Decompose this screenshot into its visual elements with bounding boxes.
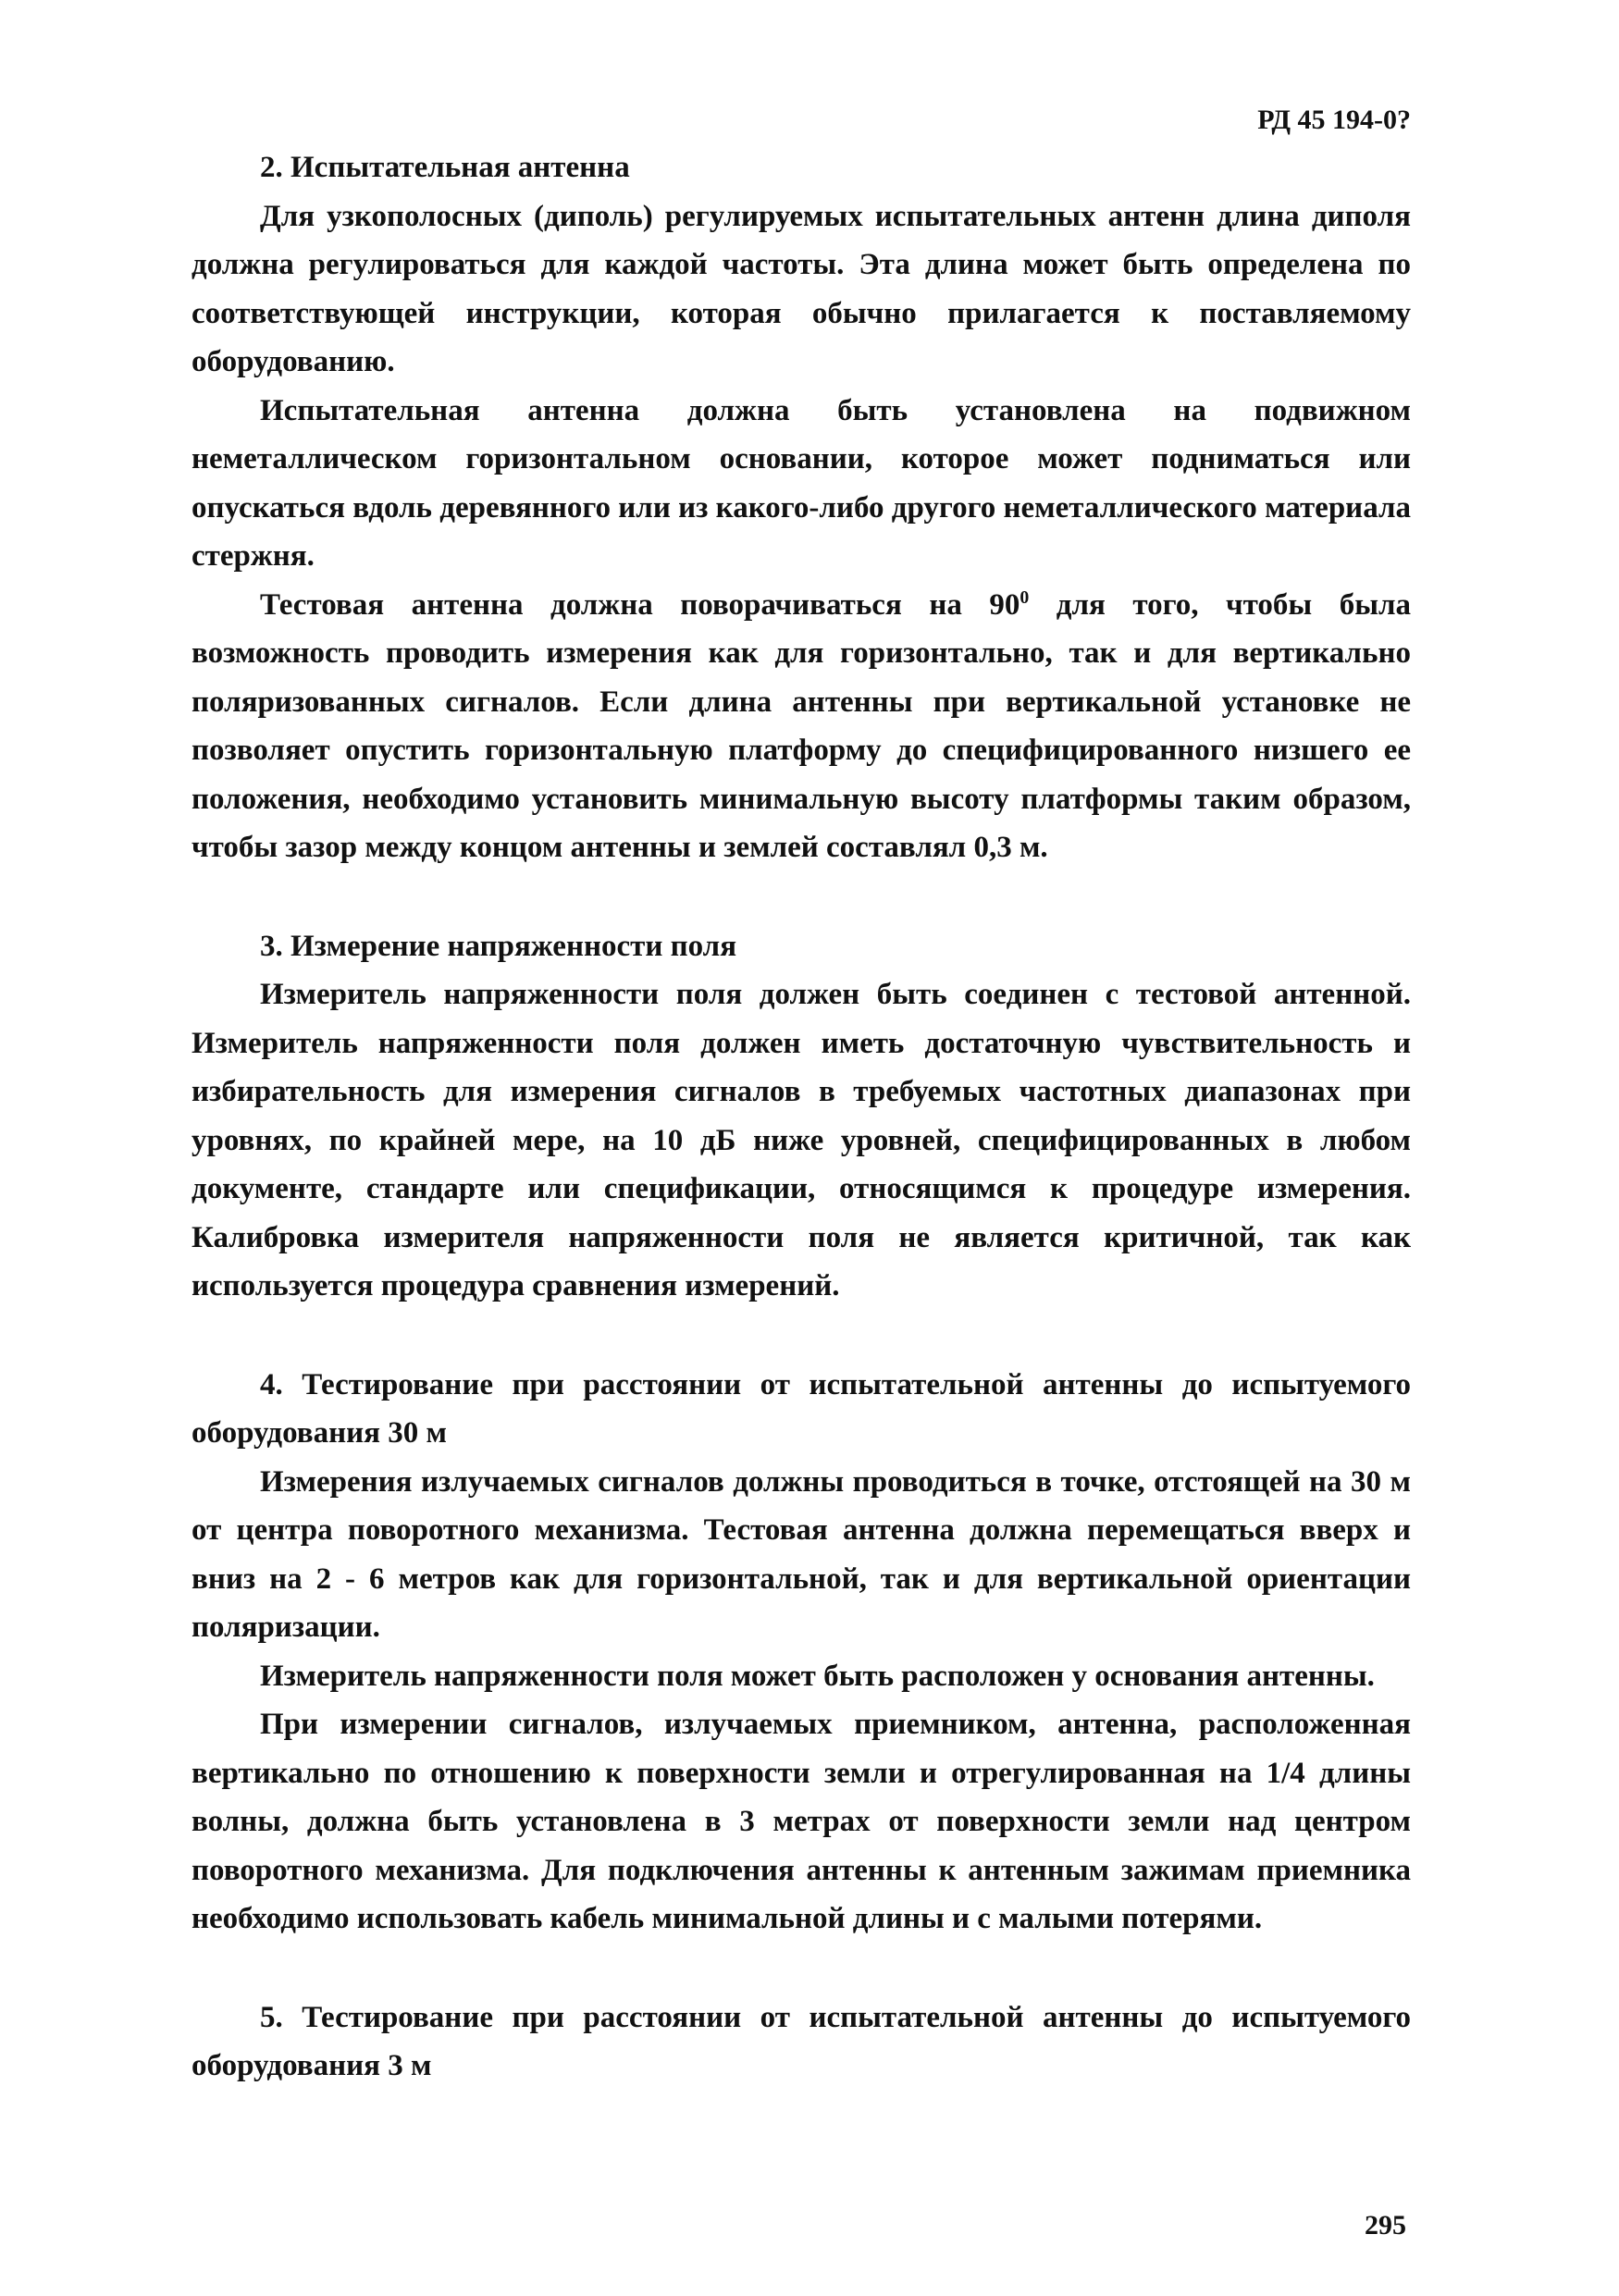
paragraph: Измеритель напряженности поля может быть расположен у основания антенны.	[260, 1659, 1375, 1693]
paragraph-text-before: Тестовая антенна должна поворачиваться на 90	[260, 587, 1020, 622]
section-testing-3m	[192, 1994, 1411, 2091]
section-gap	[192, 1311, 1411, 1361]
section-field-strength	[192, 922, 1411, 1311]
paragraph: Измерения излучаемых сигналов должны проводиться в точке, отстоящей на 30 м от центра поворотного механизма. Тестовая антенна должна перемещаться вверх и вниз на 2 - 6 метров как для горизонтальной, так и для вертикальной ориентации поляризации.	[192, 1464, 1411, 1644]
section-heading: 5. Тестирование при расстоянии от испытательной антенны до испытуемого оборудования 3 м	[192, 2000, 1411, 2082]
page-number: 295	[1365, 2210, 1406, 2240]
section-heading: 3. Измерение напряженности поля	[260, 929, 737, 963]
paragraph-rotation	[192, 581, 1411, 872]
section-gap	[192, 872, 1411, 922]
paragraph-text-after: для того, чтобы была возможность проводить измерения как для горизонтально, так и для вертикально поляризованных сигналов. Если длина антенны при вертикальной установке не позволяет опустить горизонтальную платформу до специфицированного низшего ее положения, необходимо установить минимальную высоту платформы таким образом, чтобы зазор между концом антенны и землей составлял 0,3 м.	[192, 587, 1411, 864]
section-test-antenna	[192, 143, 1411, 872]
paragraph: При измерении сигналов, излучаемых приемником, антенна, расположенная вертикально по отношению к поверхности земли и отрегулированная на 1/4 длины волны, должна быть установлена в 3 метрах от поверхности земли над центром поворотного механизма. Для подключения антенны к антенным зажимам приемника необходимо использовать кабель минимальной длины и с малыми потерями.	[192, 1708, 1411, 1935]
paragraph: Для узкополосных (диполь) регулируемых испытательных антенн длина диполя должна регулироваться для каждой частоты. Эта длина может быть определена по соответствующей инструкции, которая обычно прилагается к поставляемому оборудованию.	[192, 199, 1411, 378]
section-heading: 4. Тестирование при расстоянии от испытательной антенны до испытуемого оборудования 30 м	[192, 1367, 1411, 1450]
degree-superscript: 0	[1020, 586, 1030, 608]
section-heading: 2. Испытательная антенна	[260, 151, 630, 184]
paragraph: Измеритель напряженности поля должен быть соединен с тестовой антенной. Измеритель напряженности поля должен иметь достаточную чувствительность и избирательность для измерения сигналов в требуемых частотных диапазонах при уровнях, по крайней мере, на 10 дБ ниже уровней, специфицированных в любом документе, стандарте или спецификации, относящимся к процедуре измерения. Калибровка измерителя напряженности поля не является критичной, так как используется процедура сравнения измерений.	[192, 978, 1411, 1302]
document-code: РД 45 194-0?	[1257, 105, 1411, 135]
section-testing-30m	[192, 1361, 1411, 1944]
page-content	[192, 143, 1411, 2091]
paragraph: Испытательная антенна должна быть установлена на подвижном неметаллическом горизонтальном основании, которое может подниматься или опускаться вдоль деревянного или из какого-либо другого неметаллического материала стержня.	[192, 393, 1411, 573]
section-gap	[192, 1944, 1411, 1994]
